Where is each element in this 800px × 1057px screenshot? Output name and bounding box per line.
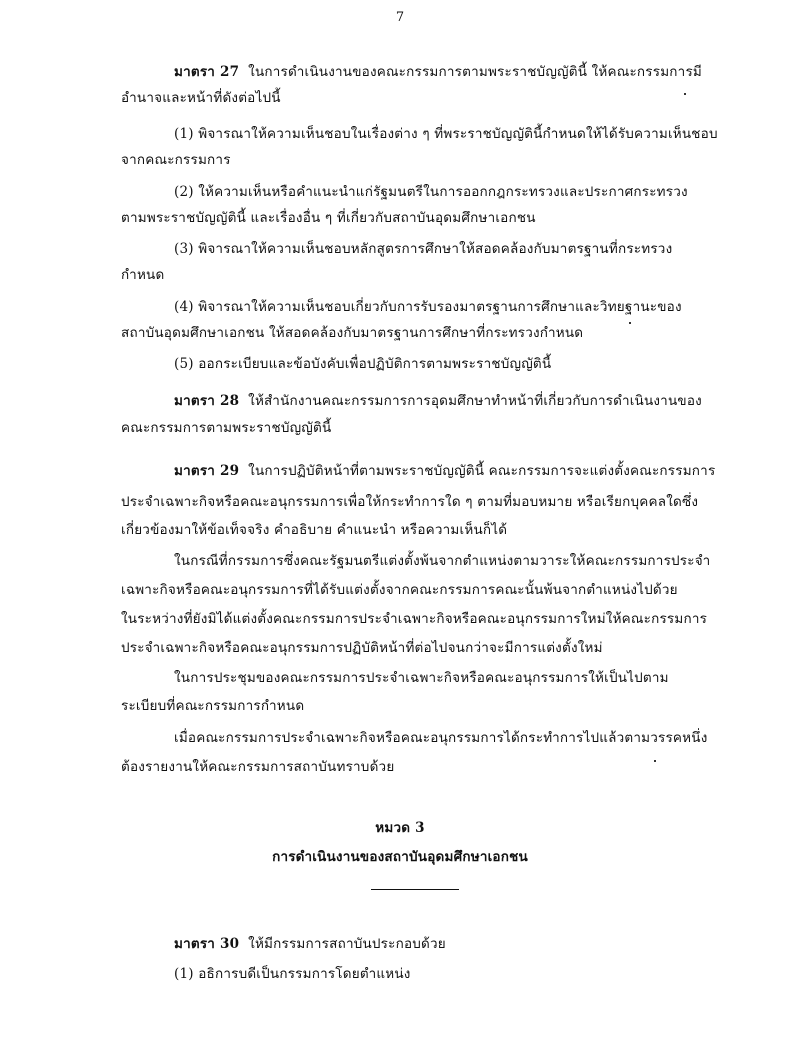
section-28-first-line	[174, 389, 702, 411]
section-30-heading: มาตรา 30	[174, 936, 240, 952]
section-27-first-line	[174, 60, 739, 82]
section-27-heading: มาตรา 27	[174, 64, 240, 80]
section-29-p1-line-3: เกี่ยวข้องมาให้ข้อเท็จจริง คำอธิบาย คำแนะนำ หรือความเห็นก็ได้	[121, 522, 508, 538]
page-number: 7	[395, 10, 405, 25]
section-29-p2-line-4: ประจำเฉพาะกิจหรือคณะอนุกรรมการปฏิบัติหน้าที่ต่อไปจนกว่าจะมีการแต่งตั้งใหม่	[121, 640, 603, 656]
section-29-p1-line-2: ประจำเฉพาะกิจหรือคณะอนุกรรมการเพื่อให้กระทำการใด ๆ ตามที่มอบหมาย หรือเรียกบุคคลใดซึ่ง	[121, 494, 699, 510]
section-29-text: ในการปฏิบัติหน้าที่ตามพระราชบัญญัตินี้ คณะกรรมการจะแต่งตั้งคณะกรรมการ	[248, 463, 716, 479]
section-28-text: ให้สำนักงานคณะกรรมการการอุดมศึกษาทำหน้าที่เกี่ยวกับการดำเนินงานของ	[248, 393, 702, 409]
chapter-divider	[371, 889, 459, 890]
section-27-item-2-cont: ตามพระราชบัญญัตินี้ และเรื่องอื่น ๆ ที่เกี่ยวกับสถาบันอุดมศึกษาเอกชน	[121, 210, 536, 226]
section-29-p4-line-2: ต้องรายงานให้คณะกรรมการสถาบันทราบด้วย	[121, 759, 395, 775]
section-29-p2-line-3: ในระหว่างที่ยังมิได้แต่งตั้งคณะกรรมการประจำเฉพาะกิจหรือคณะอนุกรรมการใหม่ให้คณะกรรมการ	[121, 611, 708, 627]
section-27-item-1: (1) พิจารณาให้ความเห็นชอบในเรื่องต่าง ๆ ที่พระราชบัญญัตินี้กำหนดให้ได้รับความเห็นชอบ	[174, 126, 718, 142]
section-29-p4-line-1: เมื่อคณะกรรมการประจำเฉพาะกิจหรือคณะอนุกรรมการได้กระทำการไปแล้วตามวรรคหนึ่ง	[174, 730, 708, 746]
section-27-item-4: (4) พิจารณาให้ความเห็นชอบเกี่ยวกับการรับรองมาตรฐานการศึกษาและวิทยฐานะของ	[174, 299, 682, 315]
chapter-title: การดำเนินงานของสถาบันอุดมศึกษาเอกชน	[272, 849, 528, 865]
section-30-first-line	[174, 932, 446, 954]
section-27-item-2: (2) ให้ความเห็นหรือคำแนะนำแก่รัฐมนตรีในการออกกฎกระทรวงและประกาศกระทรวง	[174, 184, 688, 200]
chapter-number: หมวด 3	[375, 820, 425, 836]
section-27-item-5: (5) ออกระเบียบและข้อบังคับเพื่อปฏิบัติการตามพระราชบัญญัตินี้	[174, 356, 552, 372]
section-29-p2-line-1: ในกรณีที่กรรมการซึ่งคณะรัฐมนตรีแต่งตั้งพ้นจากตำแหน่งตามวาระให้คณะกรรมการประจำ	[174, 553, 711, 569]
section-27-item-3: (3) พิจารณาให้ความเห็นชอบหลักสูตรการศึกษาให้สอดคล้องกับมาตรฐานที่กระทรวง	[174, 241, 673, 257]
section-29-p2-line-2: เฉพาะกิจหรือคณะอนุกรรมการที่ได้รับแต่งตั้งจากคณะกรรมการคณะนั้นพ้นจากตำแหน่งไปด้วย	[121, 582, 678, 598]
section-27-text: ในการดำเนินงานของคณะกรรมการตามพระราชบัญญัตินี้ ให้คณะกรรมการมี	[248, 64, 702, 80]
section-27-line-2: อำนาจและหน้าที่ดังต่อไปนี้	[121, 90, 281, 106]
section-28-line-2: คณะกรรมการตามพระราชบัญญัตินี้	[121, 420, 332, 436]
section-29-heading: มาตรา 29	[174, 463, 240, 479]
section-27-item-4-cont: สถาบันอุดมศึกษาเอกชน ให้สอดคล้องกับมาตรฐานการศึกษาที่กระทรวงกำหนด	[121, 325, 584, 341]
scan-speck	[654, 760, 656, 762]
scan-speck	[629, 322, 631, 324]
section-27-item-1-cont: จากคณะกรรมการ	[121, 152, 231, 168]
scan-speck	[684, 93, 686, 95]
section-30-text: ให้มีกรรมการสถาบันประกอบด้วย	[248, 936, 446, 952]
section-30-item-1: (1) อธิการบดีเป็นกรรมการโดยตำแหน่ง	[174, 966, 411, 982]
section-29-p3-line-1: ในการประชุมของคณะกรรมการประจำเฉพาะกิจหรือคณะอนุกรรมการให้เป็นไปตาม	[174, 670, 669, 686]
section-28-heading: มาตรา 28	[174, 393, 240, 409]
section-29-p3-line-2: ระเบียบที่คณะกรรมการกำหนด	[121, 698, 305, 714]
section-27-item-3-cont: กำหนด	[121, 267, 165, 283]
section-29-first-line	[174, 459, 715, 481]
